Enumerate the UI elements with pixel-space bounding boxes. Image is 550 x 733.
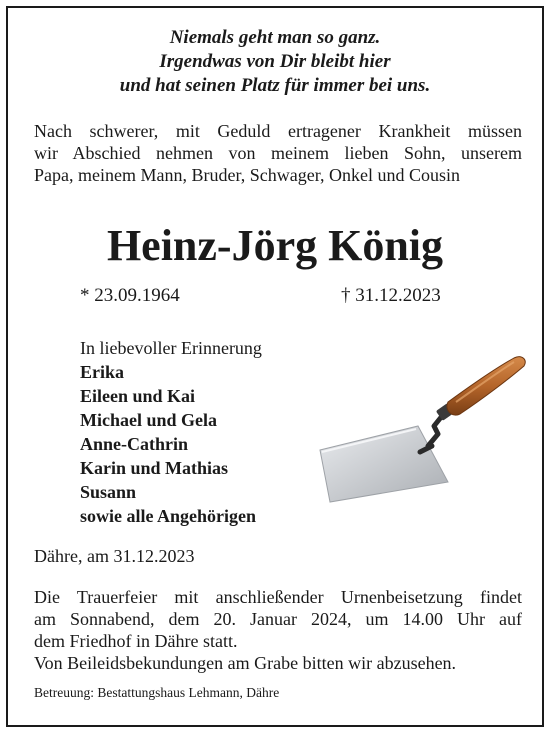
- ceremony-text: [34, 586, 522, 674]
- intro-text: [34, 120, 522, 186]
- ceremony-line: dem Friedhof in Dähre statt.: [34, 631, 238, 651]
- motto-line: Irgendwas von Dir bleibt hier: [159, 51, 391, 72]
- motto-line: und hat seinen Platz für immer bei uns.: [119, 75, 431, 96]
- mourner-name: Karin und Mathias: [80, 458, 229, 478]
- mourner-name: sowie alle Angehörigen: [80, 506, 256, 526]
- trowel-icon: [310, 342, 530, 510]
- intro-line: wir Abschied nehmen von meinem lieben Sohn, unserem: [34, 143, 522, 163]
- mourner-name: Michael und Gela: [80, 410, 218, 430]
- death-date: † 31.12.2023: [341, 285, 441, 306]
- place-date: Dähre, am 31.12.2023: [34, 546, 195, 566]
- mourners-list: [80, 336, 262, 528]
- obituary-notice: [6, 6, 544, 727]
- funeral-home-credit: Betreuung: Bestattungshaus Lehmann, Dähre: [34, 685, 280, 700]
- ceremony-line: Die Trauerfeier mit anschließender Urnenbeisetzung findet: [34, 587, 522, 607]
- intro-line: Papa, meinem Mann, Bruder, Schwager, Onkel und Cousin: [34, 165, 460, 185]
- mourner-name: Susann: [80, 482, 137, 502]
- mourner-name: Erika: [80, 362, 125, 382]
- birth-date: * 23.09.1964: [80, 285, 180, 306]
- motto-line: Niemals geht man so ganz.: [169, 27, 381, 48]
- motto: [8, 26, 542, 98]
- mourner-name: Eileen und Kai: [80, 386, 196, 406]
- ceremony-line: am Sonnabend, dem 20. Januar 2024, um 14.00 Uhr auf: [34, 609, 522, 629]
- intro-line: Nach schwerer, mit Geduld ertragener Krankheit müssen: [34, 121, 522, 141]
- mourners-intro: In liebevoller Erinnerung: [80, 338, 262, 358]
- mourner-name: Anne-Cathrin: [80, 434, 189, 454]
- deceased-name: Heinz-Jörg König: [106, 221, 444, 270]
- ceremony-line: Von Beileidsbekundungen am Grabe bitten wir abzusehen.: [34, 653, 457, 673]
